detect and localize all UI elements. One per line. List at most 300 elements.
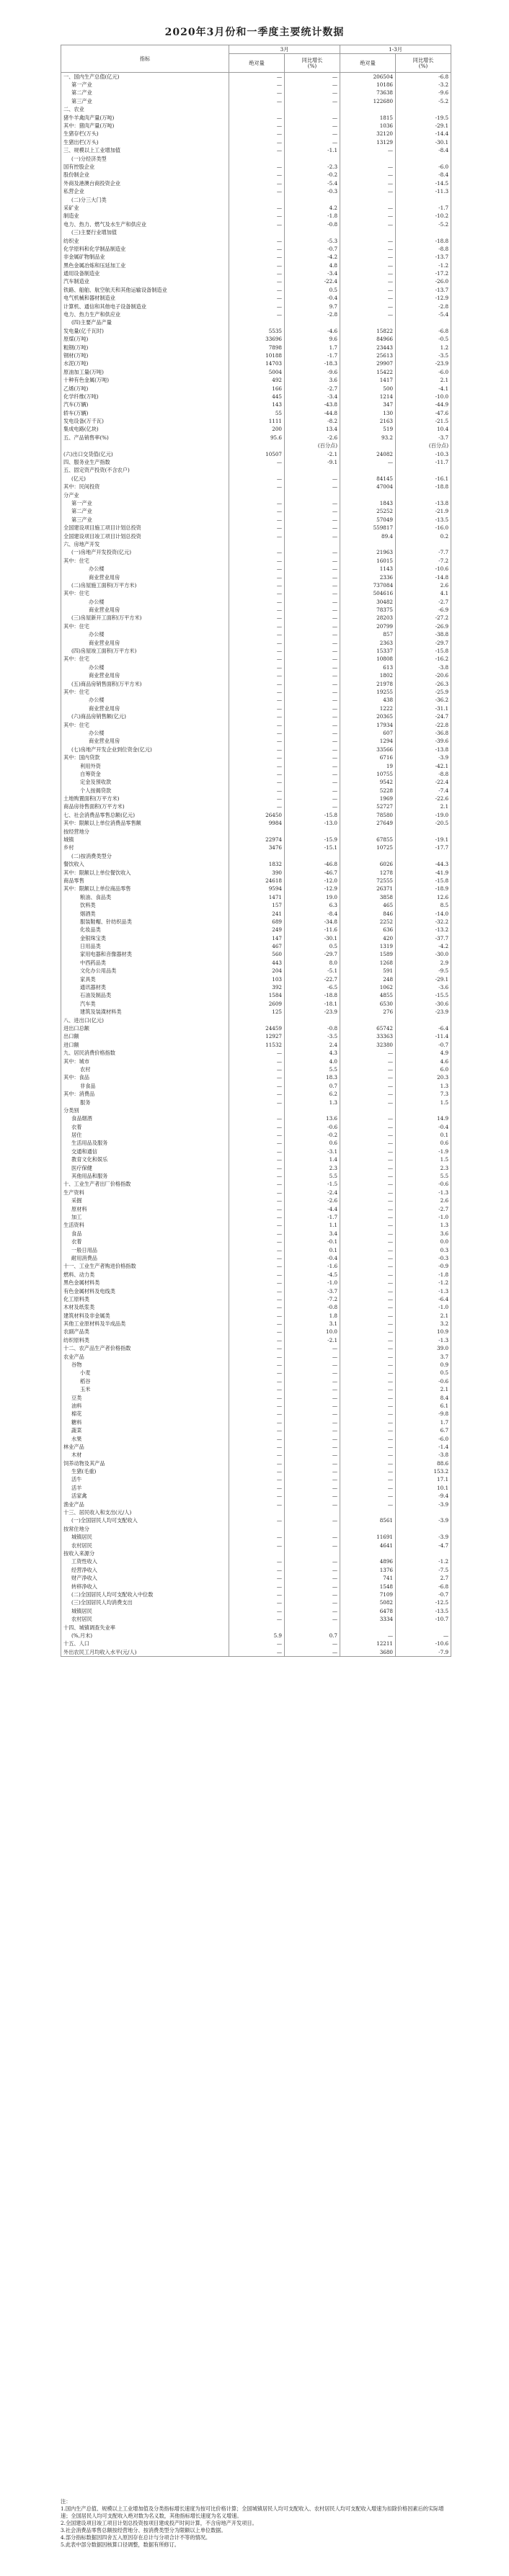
row-q1-yoy: 0.3 (396, 1246, 451, 1254)
row-indicator-name: 进口额 (61, 1041, 229, 1049)
row-march-yoy: 13.6 (285, 1115, 340, 1123)
row-q1-yoy: -44.9 (396, 401, 451, 409)
row-march-absolute: — (229, 590, 285, 598)
table-row (61, 1435, 451, 1443)
row-march-yoy: -18.1 (285, 1000, 340, 1008)
row-q1-yoy (396, 1016, 451, 1024)
row-q1-absolute: 420 (340, 934, 396, 942)
row-march-yoy: -1.7 (285, 352, 340, 359)
row-indicator-name: 农村 (61, 1065, 229, 1073)
row-q1-yoy: -9.8 (396, 1410, 451, 1418)
row-march-yoy: -8.2 (285, 417, 340, 425)
row-indicator-name: 按收入来源分 (61, 1549, 229, 1557)
footnote-line: 4.部分指标数据因四舍五入原因存在总计与分项合计不等的情况。 (61, 2534, 211, 2541)
row-march-absolute: — (229, 1435, 285, 1443)
header-q1-yoy: 同比增长 (%) (396, 54, 451, 73)
row-march-yoy: -3.4 (285, 393, 340, 401)
row-march-yoy (285, 491, 340, 499)
row-march-yoy: -46.7 (285, 869, 340, 877)
row-q1-absolute: 1815 (340, 114, 396, 122)
table-row (61, 721, 451, 729)
row-march-yoy: — (285, 573, 340, 581)
row-march-yoy: — (285, 1558, 340, 1566)
row-q1-yoy: -9.5 (396, 967, 451, 975)
row-indicator-name: 农村居民 (61, 1615, 229, 1623)
row-q1-absolute (340, 106, 396, 114)
row-q1-absolute: — (340, 1271, 396, 1279)
row-q1-yoy: -16.0 (396, 524, 451, 532)
row-indicator-name: 原材料 (61, 1205, 229, 1213)
table-row (61, 656, 451, 663)
row-march-absolute: — (229, 508, 285, 516)
row-q1-yoy: -10.2 (396, 213, 451, 220)
row-q1-yoy: 2.1 (396, 803, 451, 811)
row-march-yoy: — (285, 1467, 340, 1475)
row-q1-absolute (340, 1549, 396, 1557)
table-row (61, 1386, 451, 1394)
row-q1-yoy: -26.3 (396, 680, 451, 688)
row-q1-yoy: -0.9 (396, 1263, 451, 1271)
table-row (61, 712, 451, 720)
row-q1-absolute: 33363 (340, 1033, 396, 1041)
table-row (61, 1336, 451, 1344)
table-row (61, 1549, 451, 1557)
row-march-absolute: — (229, 738, 285, 746)
table-row (61, 1517, 451, 1525)
row-march-yoy: -1.6 (285, 1263, 340, 1271)
row-march-yoy: 0.5 (285, 286, 340, 294)
row-q1-absolute: — (340, 1197, 396, 1205)
row-q1-absolute: 25613 (340, 352, 396, 359)
row-march-yoy: -4.4 (285, 1205, 340, 1213)
row-q1-absolute: — (340, 286, 396, 294)
row-q1-absolute: — (340, 213, 396, 220)
row-march-absolute: — (229, 1263, 285, 1271)
row-q1-absolute: 465 (340, 901, 396, 909)
row-q1-yoy: -3.9 (396, 1517, 451, 1525)
table-row (61, 1287, 451, 1295)
row-indicator-name: 餐饮收入 (61, 861, 229, 869)
row-q1-absolute: 32120 (340, 130, 396, 138)
row-march-yoy: 1.3 (285, 1099, 340, 1106)
row-march-absolute: — (229, 1484, 285, 1492)
table-row (61, 1230, 451, 1238)
table-row (61, 81, 451, 89)
row-indicator-name: (一)房地产开发投资(亿元) (61, 549, 229, 557)
row-march-absolute: — (229, 729, 285, 737)
table-row (61, 1320, 451, 1328)
row-indicator-name: 个人按揭贷款 (61, 787, 229, 795)
row-q1-absolute: — (340, 187, 396, 195)
row-march-absolute: — (229, 680, 285, 688)
row-march-absolute: — (229, 1172, 285, 1180)
row-march-absolute: 166 (229, 385, 285, 393)
row-march-absolute: — (229, 130, 285, 138)
row-indicator-name: 其他工业原材料及半成品类 (61, 1320, 229, 1328)
row-indicator-name: 发电设备(万千瓦) (61, 417, 229, 425)
row-march-yoy: 18.3 (285, 1074, 340, 1082)
table-row (61, 1542, 451, 1549)
row-indicator-name: 服装鞋帽、针纺织品类 (61, 918, 229, 926)
row-q1-absolute: — (340, 1181, 396, 1189)
row-indicator-name: 加工 (61, 1213, 229, 1221)
row-q1-yoy: -14.8 (396, 573, 451, 581)
table-row (61, 1197, 451, 1205)
row-march-absolute: — (229, 1402, 285, 1410)
row-march-absolute (229, 196, 285, 204)
row-indicator-name: 糖料 (61, 1418, 229, 1426)
table-row (61, 1295, 451, 1303)
table-row (61, 245, 451, 253)
row-q1-absolute: — (340, 310, 396, 318)
row-march-absolute (229, 540, 285, 548)
row-q1-absolute: 1268 (340, 959, 396, 967)
row-march-yoy: — (285, 753, 340, 761)
row-march-absolute: — (229, 1452, 285, 1459)
table-row (61, 1566, 451, 1574)
table-row (61, 442, 451, 450)
row-q1-yoy (396, 1624, 451, 1632)
row-march-absolute: — (229, 1377, 285, 1385)
row-q1-absolute: — (340, 1049, 396, 1057)
table-row (61, 147, 451, 155)
row-q1-absolute: 5082 (340, 1599, 396, 1607)
table-row (61, 803, 451, 811)
row-q1-absolute: 504616 (340, 590, 396, 598)
table-row (61, 1361, 451, 1369)
row-march-yoy (285, 1508, 340, 1516)
row-march-absolute: — (229, 1345, 285, 1353)
row-march-yoy: — (285, 705, 340, 712)
row-q1-absolute: — (340, 254, 396, 261)
row-indicator-name: (五)商品房销售面积(万平方米) (61, 680, 229, 688)
row-indicator-name: 其中：住宅 (61, 688, 229, 696)
row-march-absolute: — (229, 138, 285, 146)
row-march-yoy: — (285, 130, 340, 138)
row-march-absolute: — (229, 762, 285, 770)
row-march-yoy: — (285, 114, 340, 122)
row-march-yoy: — (285, 1452, 340, 1459)
table-row (61, 663, 451, 671)
table-row (61, 516, 451, 524)
row-indicator-name: 纺织原料类 (61, 1336, 229, 1344)
row-q1-absolute: 25252 (340, 508, 396, 516)
row-march-absolute: 147 (229, 934, 285, 942)
table-row (61, 590, 451, 598)
row-march-yoy: — (285, 565, 340, 573)
row-march-yoy: — (285, 647, 340, 655)
table-row (61, 532, 451, 540)
row-march-yoy: -15.9 (285, 836, 340, 844)
row-indicator-name: 其中：限额以上单位餐饮收入 (61, 869, 229, 877)
row-march-yoy: — (285, 1426, 340, 1434)
row-march-absolute: — (229, 581, 285, 589)
table-row (61, 336, 451, 344)
row-q1-absolute (340, 852, 396, 860)
row-q1-absolute: 17934 (340, 721, 396, 729)
row-q1-yoy: -1.4 (396, 1443, 451, 1451)
table-row (61, 1418, 451, 1426)
row-q1-yoy: -36.8 (396, 729, 451, 737)
row-march-absolute: — (229, 1566, 285, 1574)
row-march-yoy: -43.8 (285, 401, 340, 409)
row-q1-absolute: 6716 (340, 753, 396, 761)
row-march-absolute: — (229, 1394, 285, 1402)
row-q1-yoy: -2.8 (396, 303, 451, 310)
table-row (61, 631, 451, 639)
row-march-absolute: — (229, 1320, 285, 1328)
row-q1-absolute: 84966 (340, 336, 396, 344)
row-q1-yoy: -6.4 (396, 1024, 451, 1032)
row-indicator-name: 猪牛羊禽肉产量(万吨) (61, 114, 229, 122)
row-q1-yoy: -21.5 (396, 417, 451, 425)
row-indicator-name: 钢材(万吨) (61, 352, 229, 359)
row-march-yoy: — (285, 1517, 340, 1525)
row-q1-absolute: 84145 (340, 475, 396, 483)
row-march-yoy (285, 852, 340, 860)
row-indicator-name: 其中：住宅 (61, 622, 229, 630)
table-row (61, 237, 451, 245)
row-indicator-name: 十三、居民收入和支出(元/人) (61, 1508, 229, 1516)
table-row (61, 1599, 451, 1607)
row-march-absolute: — (229, 1090, 285, 1098)
table-row (61, 836, 451, 844)
row-march-absolute: — (229, 647, 285, 655)
row-q1-yoy: -0.6 (396, 1377, 451, 1385)
row-indicator-name: 按常住地分 (61, 1525, 229, 1533)
row-q1-absolute: 3334 (340, 1615, 396, 1623)
row-q1-yoy: 6.7 (396, 1426, 451, 1434)
row-indicator-name: 外商及港澳台商投资企业 (61, 179, 229, 187)
table-row (61, 705, 451, 712)
row-march-yoy: — (285, 622, 340, 630)
row-indicator-name: 有色金属材料及电线类 (61, 1287, 229, 1295)
row-q1-absolute: — (340, 1065, 396, 1073)
row-indicator-name: 食品烟酒 (61, 1115, 229, 1123)
row-q1-yoy: -22.8 (396, 721, 451, 729)
row-q1-absolute: — (340, 303, 396, 310)
row-q1-absolute: — (340, 1459, 396, 1467)
row-q1-absolute: — (340, 1361, 396, 1369)
row-march-absolute: 157 (229, 901, 285, 909)
row-q1-yoy: (百分点) (396, 442, 451, 450)
row-q1-absolute (340, 828, 396, 836)
row-march-absolute: — (229, 524, 285, 532)
row-q1-absolute (340, 1106, 396, 1114)
row-q1-yoy: -4.2 (396, 942, 451, 950)
row-q1-absolute: — (340, 1115, 396, 1123)
table-row (61, 130, 451, 138)
table-row (61, 983, 451, 991)
row-march-yoy: — (285, 738, 340, 746)
row-q1-yoy: -14.0 (396, 910, 451, 918)
row-indicator-name: 利用外资 (61, 762, 229, 770)
table-row (61, 1140, 451, 1148)
row-q1-absolute: — (340, 1353, 396, 1361)
row-march-absolute: — (229, 1426, 285, 1434)
row-indicator-name: 城镇居民 (61, 1607, 229, 1615)
row-q1-absolute: — (340, 1131, 396, 1139)
row-indicator-name: 进出口总额 (61, 1024, 229, 1032)
row-indicator-name: 十二、农产品生产者价格指数 (61, 1345, 229, 1353)
table-row (61, 820, 451, 828)
row-march-absolute: — (229, 122, 285, 130)
row-march-absolute: — (229, 499, 285, 507)
row-march-yoy: -2.1 (285, 450, 340, 458)
row-march-absolute: 143 (229, 401, 285, 409)
table-row (61, 1049, 451, 1057)
row-q1-absolute: — (340, 237, 396, 245)
row-q1-absolute: 19 (340, 762, 396, 770)
table-row (61, 1640, 451, 1648)
row-indicator-name: 黑色金属冶炼和压延加工业 (61, 261, 229, 269)
row-q1-absolute: 519 (340, 426, 396, 434)
row-q1-absolute: — (340, 261, 396, 269)
row-indicator-name: 办公楼 (61, 565, 229, 573)
row-march-absolute: — (229, 697, 285, 705)
row-march-yoy: — (285, 1435, 340, 1443)
row-indicator-name: 非金属矿物制品业 (61, 254, 229, 261)
table-row (61, 770, 451, 778)
row-indicator-name: 计算机、通信和其他电子设备制造业 (61, 303, 229, 310)
table-row (61, 1131, 451, 1139)
row-indicator-name: 蔬菜 (61, 1426, 229, 1434)
row-indicator-name: 农业产品 (61, 1353, 229, 1361)
row-march-yoy: — (285, 1377, 340, 1385)
row-march-yoy (285, 1525, 340, 1533)
row-q1-absolute: 15337 (340, 647, 396, 655)
row-q1-absolute: — (340, 1386, 396, 1394)
row-indicator-name: 其中：消费品 (61, 1090, 229, 1098)
table-row (61, 1057, 451, 1065)
row-indicator-name: 棉花 (61, 1410, 229, 1418)
row-march-yoy: 4.8 (285, 261, 340, 269)
row-q1-yoy: -1.2 (396, 1279, 451, 1287)
row-q1-yoy: -6.8 (396, 327, 451, 335)
row-q1-yoy: -13.7 (396, 254, 451, 261)
table-row (61, 499, 451, 507)
row-q1-yoy: 2.1 (396, 1386, 451, 1394)
row-indicator-name: 汽车类 (61, 1000, 229, 1008)
row-q1-absolute: 1843 (340, 499, 396, 507)
table-row (61, 1345, 451, 1353)
table-row (61, 1189, 451, 1197)
row-march-absolute: — (229, 1583, 285, 1591)
header-period-q1: 1-3月 (340, 45, 451, 54)
table-row (61, 196, 451, 204)
row-march-yoy (285, 467, 340, 475)
row-q1-yoy: 2.6 (396, 1197, 451, 1205)
row-march-absolute: 200 (229, 426, 285, 434)
row-indicator-name: 金银珠宝类 (61, 934, 229, 942)
row-march-yoy: -13.0 (285, 820, 340, 828)
row-indicator-name: 纺织业 (61, 237, 229, 245)
footnote-line: 5.此表中部分数据因核算口径调整，数据有所修订。 (61, 2541, 180, 2548)
row-q1-absolute: 11691 (340, 1534, 396, 1542)
row-q1-absolute: 737084 (340, 581, 396, 589)
row-indicator-name: 其中：国内贷款 (61, 753, 229, 761)
row-indicator-name: (二)房屋施工面积(万平方米) (61, 581, 229, 589)
table-row (61, 524, 451, 532)
row-march-absolute: — (229, 1131, 285, 1139)
row-indicator-name: 汽车(万辆) (61, 401, 229, 409)
table-row (61, 746, 451, 753)
table-row (61, 1501, 451, 1508)
table-row (61, 467, 451, 475)
row-q1-absolute: 1036 (340, 122, 396, 130)
row-march-yoy: — (285, 762, 340, 770)
row-q1-absolute: — (340, 1246, 396, 1254)
header-q1-absolute: 绝对量 (340, 54, 396, 73)
row-q1-yoy: -13.5 (396, 516, 451, 524)
row-q1-absolute: — (340, 269, 396, 277)
row-march-absolute: — (229, 1295, 285, 1303)
row-march-absolute: — (229, 1246, 285, 1254)
row-indicator-name: 生活资料 (61, 1222, 229, 1230)
row-q1-yoy: 6.0 (396, 1065, 451, 1073)
row-indicator-name: 五、固定资产投资(不含农户) (61, 467, 229, 475)
table-row (61, 1271, 451, 1279)
row-q1-absolute: 1802 (340, 672, 396, 680)
row-indicator-name: 衣着 (61, 1238, 229, 1245)
row-q1-yoy: -11.3 (396, 187, 451, 195)
row-march-yoy: 10.0 (285, 1328, 340, 1336)
row-indicator-name: 油料 (61, 1402, 229, 1410)
table-row (61, 450, 451, 458)
row-march-yoy: — (285, 729, 340, 737)
row-march-absolute: — (229, 1156, 285, 1164)
row-march-absolute: — (229, 1065, 285, 1073)
row-march-absolute: — (229, 1459, 285, 1467)
row-q1-absolute: 23443 (340, 344, 396, 352)
row-indicator-name: 生活用品及服务 (61, 1140, 229, 1148)
row-indicator-name: 小麦 (61, 1369, 229, 1377)
row-march-yoy: — (285, 508, 340, 516)
table-row (61, 1099, 451, 1106)
row-march-yoy: -1.0 (285, 1279, 340, 1287)
footnote-line: 2.全国建设项目竣工项目计划总投资按项目建成投产时间计算，不含房地产开发项目。 (61, 2520, 257, 2526)
row-indicator-name: 国有控股企业 (61, 163, 229, 171)
row-march-absolute: — (229, 1534, 285, 1542)
row-q1-yoy: -12.5 (396, 1599, 451, 1607)
row-q1-yoy: 88.6 (396, 1459, 451, 1467)
table-row (61, 565, 451, 573)
row-q1-yoy: -7.5 (396, 1566, 451, 1574)
row-march-absolute: 443 (229, 959, 285, 967)
row-q1-absolute: 65742 (340, 1024, 396, 1032)
row-indicator-name: 教育文化和娱乐 (61, 1156, 229, 1164)
row-march-yoy: — (285, 1418, 340, 1426)
row-march-absolute: — (229, 787, 285, 795)
table-row (61, 967, 451, 975)
table-row (61, 672, 451, 680)
row-q1-yoy: -1.3 (396, 1336, 451, 1344)
row-march-yoy: -3.1 (285, 1148, 340, 1155)
table-row (61, 540, 451, 548)
row-march-absolute: — (229, 1386, 285, 1394)
row-march-absolute: — (229, 721, 285, 729)
row-indicator-name: (二)全国居民人均可支配收入中位数 (61, 1591, 229, 1598)
row-q1-absolute: 9542 (340, 779, 396, 787)
row-march-yoy: — (285, 1574, 340, 1582)
row-march-absolute: 1832 (229, 861, 285, 869)
row-indicator-name: (六)商品房销售额(亿元) (61, 712, 229, 720)
row-march-yoy: — (285, 697, 340, 705)
row-march-yoy: -2.7 (285, 385, 340, 393)
table-row (61, 1263, 451, 1271)
row-indicator-name: 饮料类 (61, 901, 229, 909)
row-q1-yoy: -6.8 (396, 73, 451, 81)
